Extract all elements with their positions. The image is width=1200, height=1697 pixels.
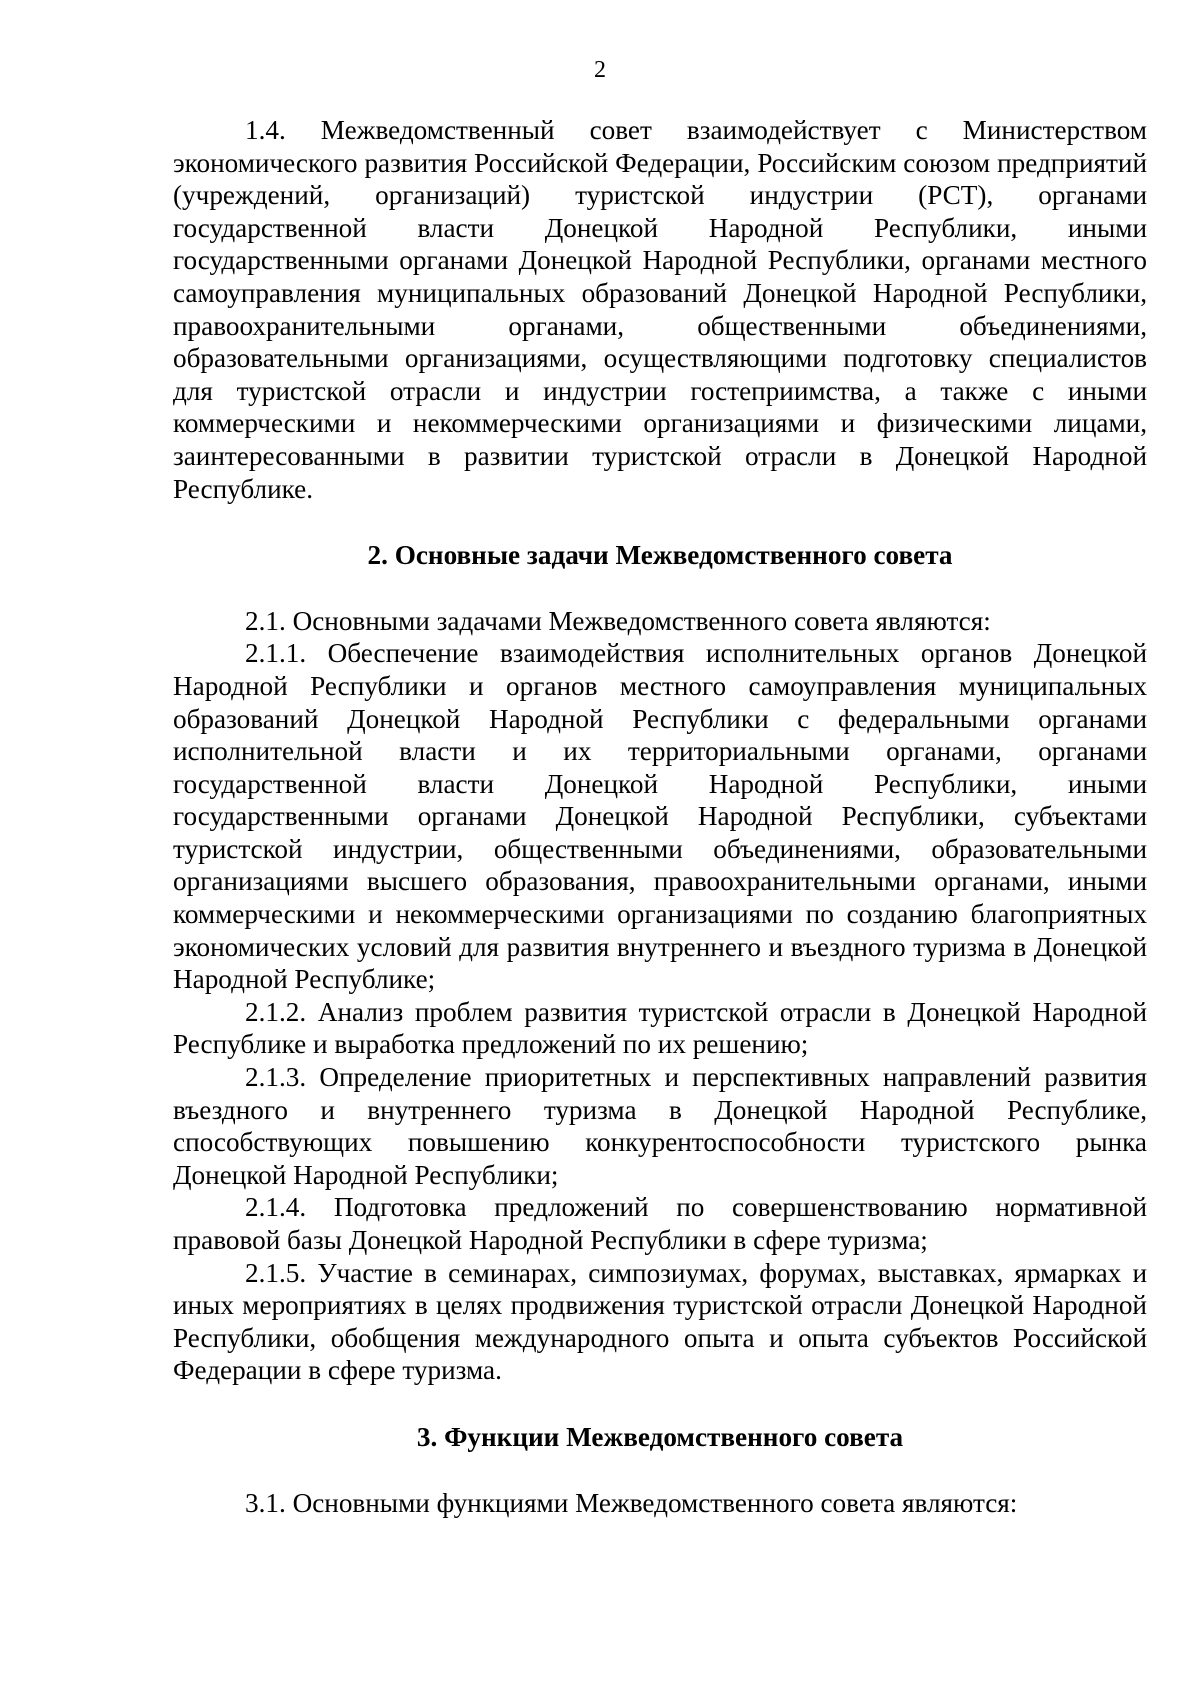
paragraph-2-1-4: 2.1.4. Подготовка предложений по совершенствованию нормативной правовой базы Донецкой Народной Республики в сфере туризма; xyxy=(173,1192,1147,1255)
paragraph-3-1: 3.1. Основными функциями Межведомственного совета являются: xyxy=(245,1487,1018,1518)
document-body xyxy=(173,114,1147,1519)
section-heading-3: 3. Функции Межведомственного совета xyxy=(416,1421,904,1452)
paragraph-2-1-2: 2.1.2. Анализ проблем развития туристской отрасли в Донецкой Народной Республике и выработка предложений по их решению; xyxy=(173,996,1147,1060)
paragraph-2-1: 2.1. Основными задачами Межведомственного совета являются: xyxy=(245,605,991,636)
paragraph-2-1-5: 2.1.5. Участие в семинарах, симпозиумах, форумах, выставках, ярмарках и иных мероприятиях в целях продвижения туристской отрасли Донецкой Народной Республики, обобщения международного опыта и опыта субъектов Российской Федерации в сфере туризма. xyxy=(173,1257,1147,1386)
section-heading-2: 2. Основные задачи Межведомственного совета xyxy=(367,540,953,571)
paragraph-2-1-3: 2.1.3. Определение приоритетных и перспективных направлений развития въездного и внутреннего туризма в Донецкой Народной Республике, способствующих повышению конкурентоспособности туристского рынка Донецкой Народной Республики; xyxy=(173,1062,1147,1190)
paragraph-1-4: 1.4. Межведомственный совет взаимодействует с Министерством экономического развития Российской Федерации, Российским союзом предприятий (учреждений, организаций) туристской индустрии (РСТ), органами государственной власти Донецкой Народной Республики, иными государственными органами Донецкой Народной Республики, органами местного самоуправления муниципальных образований Донецкой Народной Республики, правоохранительными органами, общественными объединениями, образовательными организациями, осуществляющими подготовку специалистов для туристской отрасли и индустрии гостеприимства, а также с иными коммерческими и некоммерческими организациями и физическими лицами, заинтересованными в развитии туристской отрасли в Донецкой Народной Республике. xyxy=(173,115,1147,504)
page-number: 2 xyxy=(594,57,606,83)
paragraph-2-1-1: 2.1.1. Обеспечение взаимодействия исполнительных органов Донецкой Народной Республики и органов местного самоуправления муниципальных образований Донецкой Народной Республики с федеральными органами исполнительной власти и их территориальными органами, органами государственной власти Донецкой Народной Республики, иными государственными органами Донецкой Народной Республики, субъектами туристской индустрии, общественными объединениями, образовательными организациями высшего образования, правоохранительными органами, иными коммерческими и некоммерческими организациями по созданию благоприятных экономических условий для развития внутреннего и въездного туризма в Донецкой Народной Республике; xyxy=(173,638,1147,995)
